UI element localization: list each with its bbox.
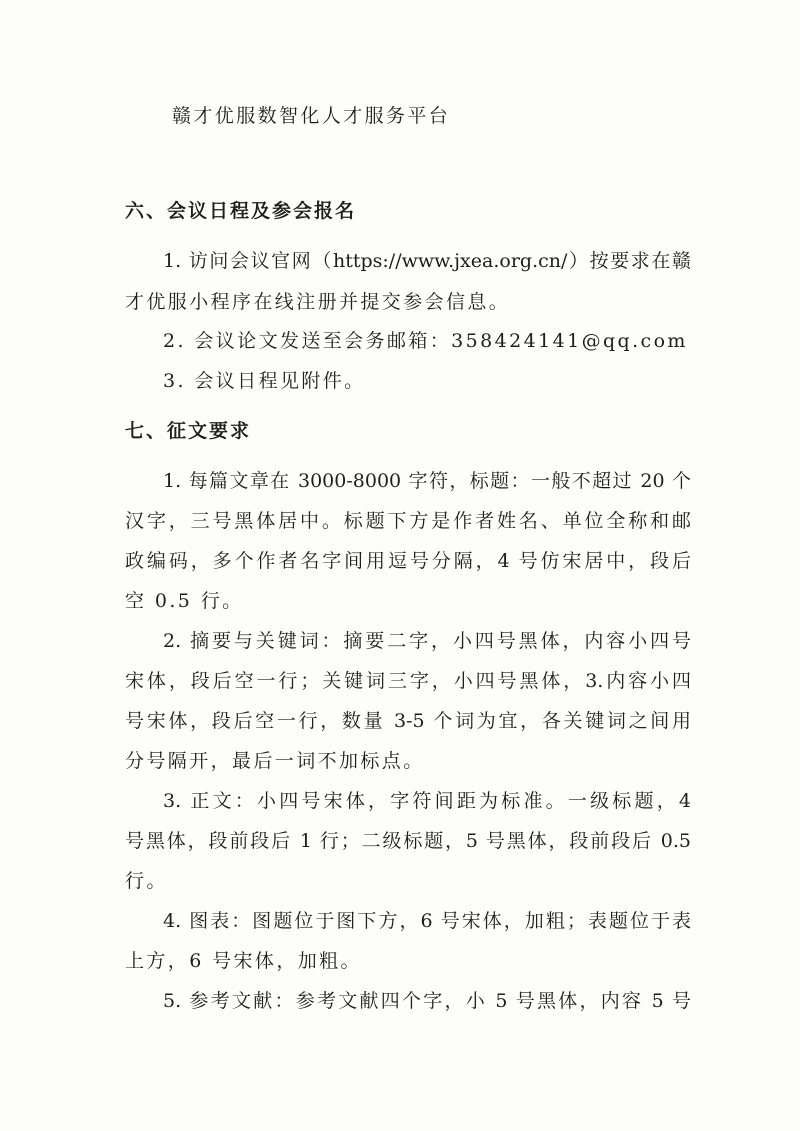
section-7-item-1-line-4: 空 0.5 行。 (125, 590, 244, 612)
section-7-item-3-line-3: 行。 (125, 870, 168, 892)
section-7-item-2-line-3: 号宋体，段后空一行，数量 3-5 个词为宜，各关键词之间用 (125, 710, 691, 732)
section-6-item-2: 2. 会议论文发送至会务邮箱：358424141@qq.com (163, 330, 688, 352)
platform-name-line: 赣才优服数智化人才服务平台 (172, 105, 451, 127)
section-7-item-3-line-1: 3. 正文：小四号宋体，字符间距为标准。一级标题，4 (163, 790, 691, 812)
section-6-heading: 六、会议日程及参会报名 (125, 200, 357, 222)
section-7-item-3-line-2: 号黑体，段前段后 1 行；二级标题，5 号黑体，段前段后 0.5 (125, 830, 691, 852)
section-7-item-4-line-2: 上方，6 号宋体，加粗。 (125, 950, 362, 972)
section-7-item-1-line-2: 汉字，三号黑体居中。标题下方是作者姓名、单位全称和邮 (125, 510, 691, 532)
section-7-item-2-line-4: 分号隔开，最后一词不加标点。 (125, 750, 425, 772)
section-7-item-5-line-1: 5. 参考文献：参考文献四个字，小 5 号黑体，内容 5 号 (163, 990, 691, 1012)
section-6-item-3: 3. 会议日程见附件。 (163, 370, 366, 392)
section-7-item-1-line-1: 1. 每篇文章在 3000-8000 字符，标题：一般不超过 20 个 (163, 470, 691, 492)
section-7-item-2-line-2: 宋体，段后空一行；关键词三字，小四号黑体，3.内容小四 (125, 670, 691, 692)
section-7-item-2-line-1: 2. 摘要与关键词：摘要二字，小四号黑体，内容小四号 (163, 630, 691, 652)
section-7-item-1-line-3: 政编码，多个作者名字间用逗号分隔，4 号仿宋居中，段后 (125, 550, 691, 572)
section-7-item-4-line-1: 4. 图表：图题位于图下方，6 号宋体，加粗；表题位于表 (163, 910, 691, 932)
section-7-heading: 七、征文要求 (125, 420, 252, 442)
section-6-item-1-line-2: 才优服小程序在线注册并提交参会信息。 (125, 291, 511, 313)
section-6-item-1-line-1: 1. 访问会议官网（https://www.jxea.org.cn/）按要求在赣 (163, 250, 691, 272)
